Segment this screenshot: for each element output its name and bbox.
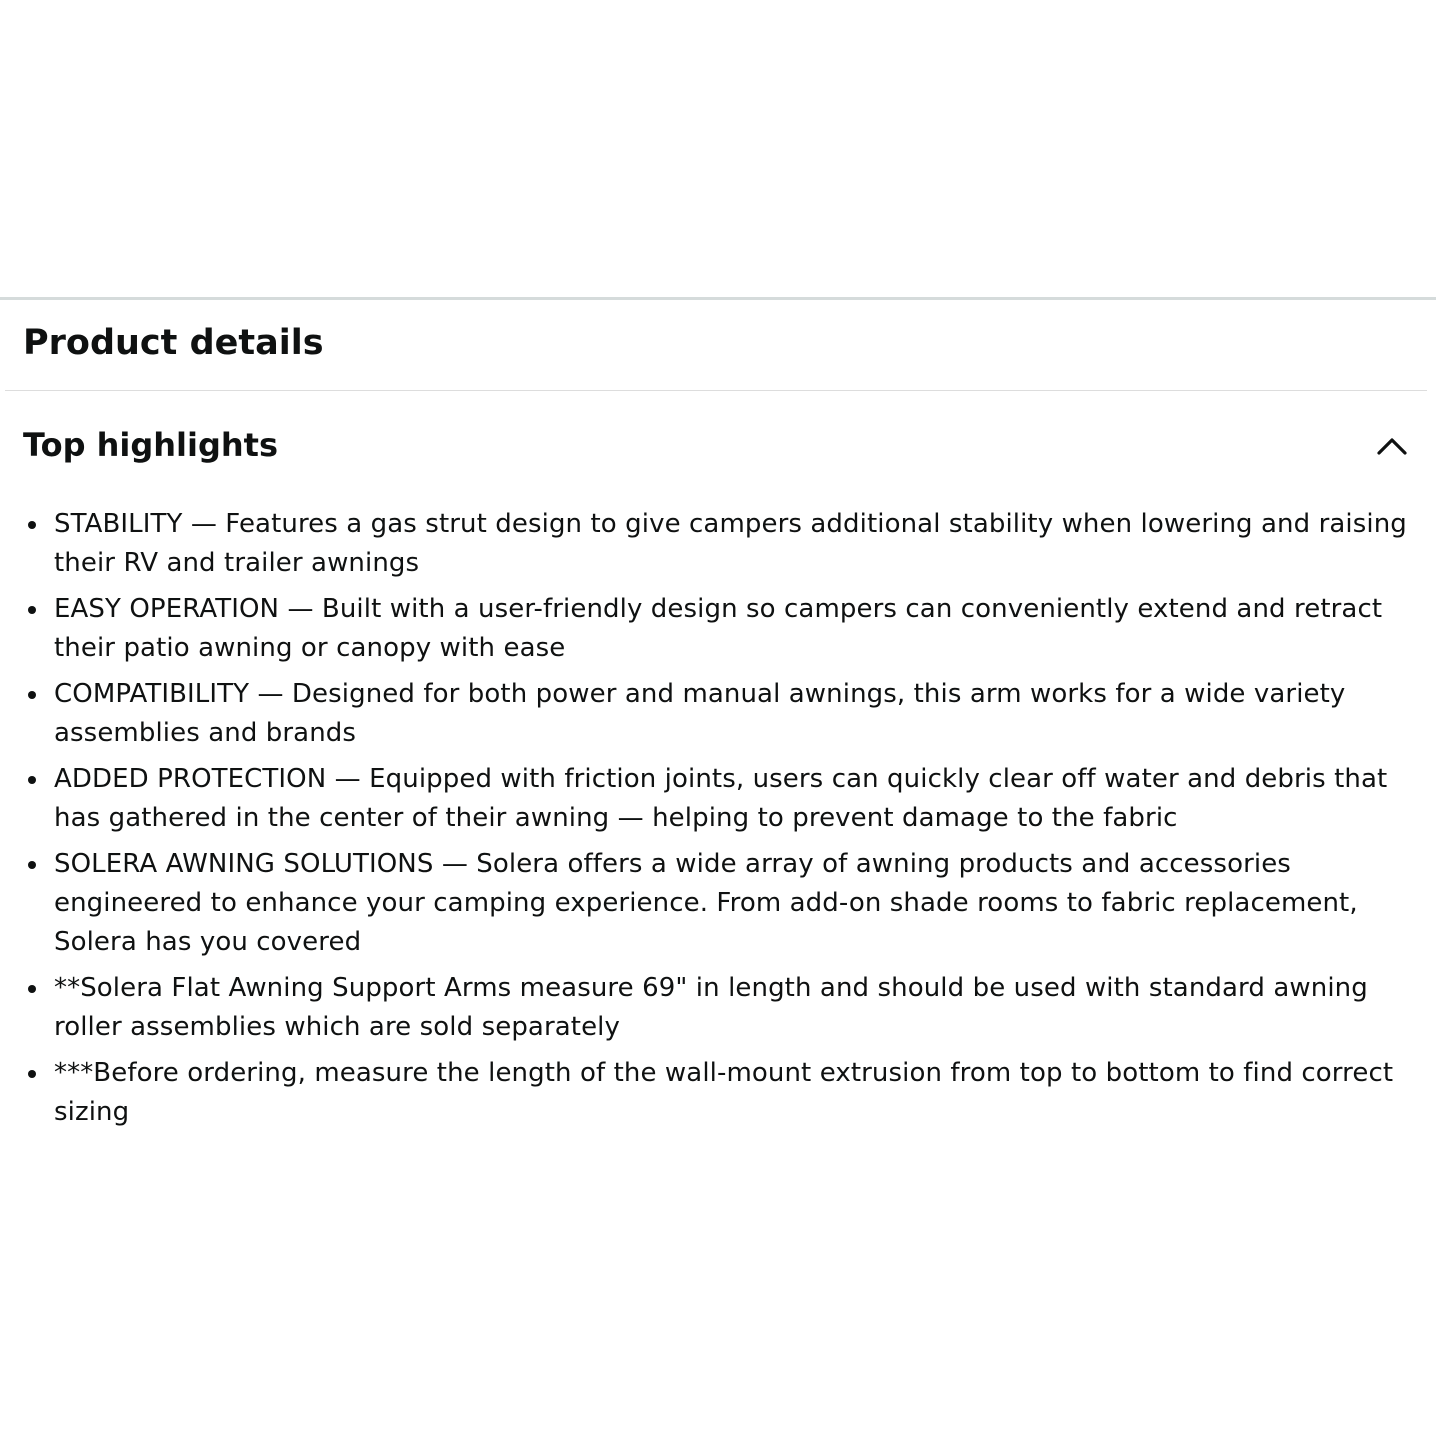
highlight-item: [24, 505, 1410, 583]
highlight-item: [24, 590, 1410, 668]
highlight-text: COMPATIBILITY — Designed for both power and manual awnings, this arm works for a wide variety assemblies and brands: [54, 679, 1346, 748]
highlight-item: [24, 760, 1410, 838]
highlights-list: [24, 505, 1410, 1139]
bullet-dot: [28, 691, 36, 699]
highlight-text: **Solera Flat Awning Support Arms measure 69" in length and should be used with standard awning roller assemblies which are sold separately: [54, 973, 1368, 1042]
bullet-dot: [28, 861, 36, 869]
bullet-dot: [28, 985, 36, 993]
chevron-up-icon: [1370, 424, 1414, 468]
highlight-item: [24, 969, 1410, 1047]
section-title: Product details: [23, 323, 324, 363]
bullet-dot: [28, 606, 36, 614]
collapse-toggle-button[interactable]: [1370, 424, 1414, 468]
top-highlights-header[interactable]: [0, 418, 1436, 474]
highlight-text: EASY OPERATION — Built with a user-friendly design so campers can conveniently extend and retract their patio awning or canopy with ease: [54, 594, 1383, 663]
header-divider: [5, 390, 1427, 391]
top-highlights-title: Top highlights: [23, 426, 279, 464]
bullet-dot: [28, 1070, 36, 1078]
highlight-text: STABILITY — Features a gas strut design to give campers additional stability when lowering and raising their RV and trailer awnings: [54, 509, 1407, 578]
highlight-item: [24, 1054, 1410, 1132]
highlight-item: [24, 845, 1410, 962]
highlight-item: [24, 675, 1410, 753]
section-divider: [0, 297, 1436, 300]
bullet-dot: [28, 521, 36, 529]
bullet-dot: [28, 776, 36, 784]
highlight-text: ***Before ordering, measure the length of the wall-mount extrusion from top to bottom to find correct sizing: [54, 1058, 1394, 1127]
highlight-text: SOLERA AWNING SOLUTIONS — Solera offers a wide array of awning products and accessories engineered to enhance your camping experience. From add-on shade rooms to fabric replacement, Solera has you covered: [54, 849, 1358, 957]
highlight-text: ADDED PROTECTION — Equipped with friction joints, users can quickly clear off water and debris that has gathered in the center of their awning — helping to prevent damage to the fabric: [54, 764, 1388, 833]
